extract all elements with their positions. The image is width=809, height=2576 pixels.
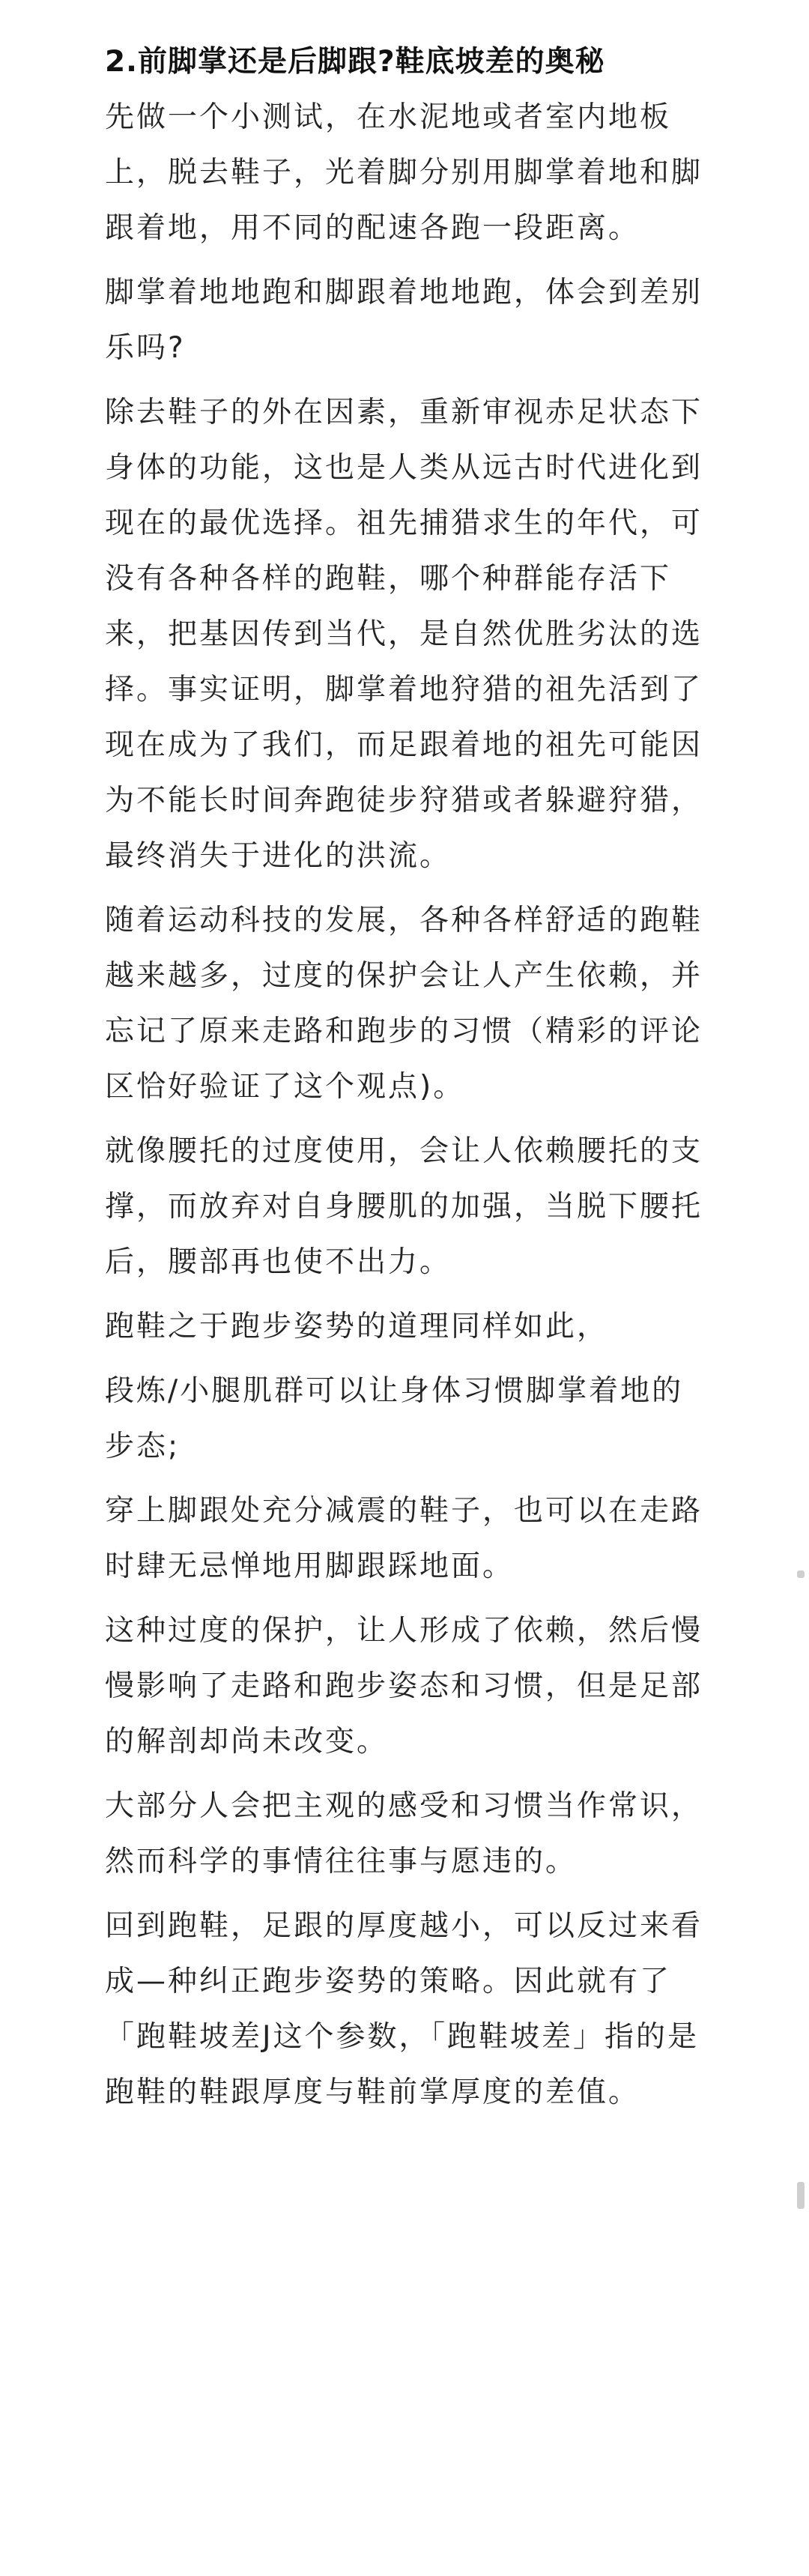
paragraph-same-reason: 跑鞋之于跑步姿势的道理同样如此， xyxy=(105,1310,609,1343)
paragraph-test: 先做一个小测试，在水泥地或者室内地板上，脱去鞋子，光着脚分别用脚掌着地和脚跟着地，用不同的配速各跑一段距离。 xyxy=(105,100,703,245)
paragraph-dependence: 这种过度的保护，让人形成了依赖，然后慢慢影响了走路和跑步姿态和习惯，但是足部的解剖却尚未改变。 xyxy=(105,1614,703,1759)
paragraph-heel-cushion: 穿上脚跟处充分减震的鞋子，也可以在走路时肆无忌惮地用脚跟踩地面。 xyxy=(105,1494,703,1583)
section-heading: 2.前脚掌还是后脚跟?鞋底坡差的奥秘 xyxy=(105,45,605,79)
paragraph-technology: 随着运动科技的发展，各种各样舒适的跑鞋越来越多，过度的保护会让人产生依赖，并忘记了原来走路和跑步的习惯（精彩的评论区恰好验证了这个观点)。 xyxy=(105,904,703,1104)
paragraph-evolution: 除去鞋子的外在因素，重新审视赤足状态下身体的功能，这也是人类从远古时代进化到现在的最优选择。祖先捕猎求生的年代，可没有各种各样的跑鞋，哪个种群能存活下来，把基因传到当代，是自然优胜劣汰的选择。事实证明，脚掌着地狩猎的祖先活到了现在成为了我们，而足跟着地的祖先可能因为不能长时间奔跑徒步狩猎或者躲避狩猎，最终消失于进化的洪流。 xyxy=(105,396,703,873)
scroll-indicator[interactable] xyxy=(797,1570,805,1578)
paragraph-question: 脚掌着地地跑和脚跟着地地跑，体会到差别乐吗? xyxy=(105,276,703,365)
paragraph-calf-muscles: 段炼/小腿肌群可以让身体习惯脚掌着地的步态; xyxy=(105,1374,684,1463)
scroll-indicator[interactable] xyxy=(797,2182,805,2209)
paragraph-waist-support: 就像腰托的过度使用，会让人依赖腰托的支撑，而放弃对自身腰肌的加强，当脱下腰托后，腰部再也使不出力。 xyxy=(105,1134,703,1279)
paragraph-drop: 回到跑鞋，足跟的厚度越小，可以反过来看成—种纠正跑步姿势的策略。因此就有了「跑鞋坡差J这个参数，「跑鞋坡差」指的是跑鞋的鞋跟厚度与鞋前掌厚度的差值。 xyxy=(105,1909,703,2109)
paragraph-common-sense: 大部分人会把主观的感受和习惯当作常识，然而科学的事情往往事与愿违的。 xyxy=(105,1789,703,1878)
article-body xyxy=(105,39,704,2129)
